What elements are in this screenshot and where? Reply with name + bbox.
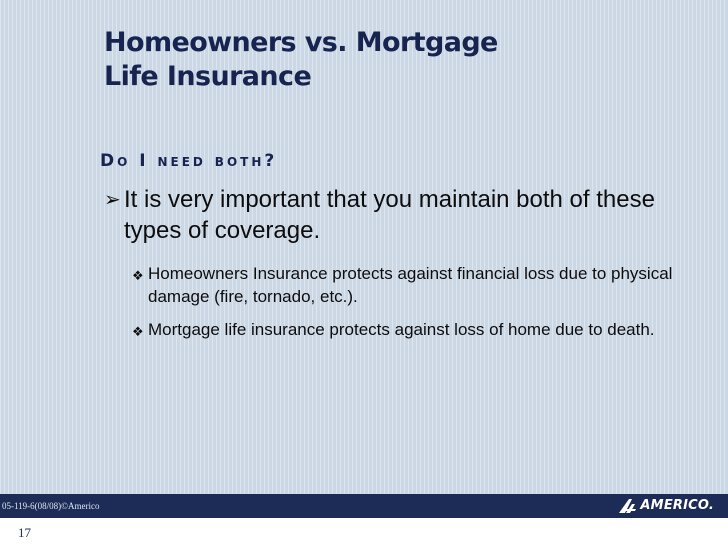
footer-code: 05-119-6(08/08)©Americo (2, 501, 100, 511)
bullet-main-text: It is very important that you maintain both of these types of coverage. (124, 186, 655, 244)
logo-text: AMERICO. (640, 498, 714, 513)
americo-wing-logo-icon (618, 498, 638, 514)
diamond-bullet-icon: ❖ (132, 324, 144, 339)
bullet-homeowners-text: Homeowners Insurance protects against financial loss due to physical damage (fire, tornado, etc.). (148, 264, 673, 306)
bullet-homeowners (132, 262, 702, 308)
slide-number: 17 (18, 525, 31, 540)
slide-title (104, 26, 624, 94)
arrow-bullet-icon: ➢ (104, 189, 121, 211)
slide-title-line-1: Homeowners vs. Mortgage (104, 27, 498, 58)
slide-title-line-2: Life Insurance (104, 61, 312, 92)
bullet-mortgage-life-text: Mortgage life insurance protects against loss of home due to death. (148, 320, 655, 339)
bullet-main (104, 184, 694, 246)
diamond-bullet-icon: ❖ (132, 268, 144, 283)
americo-logo (618, 497, 714, 515)
bullet-mortgage-life (132, 318, 702, 341)
slide-subheading: Do I need both? (100, 151, 278, 171)
footer-bar (0, 494, 728, 518)
